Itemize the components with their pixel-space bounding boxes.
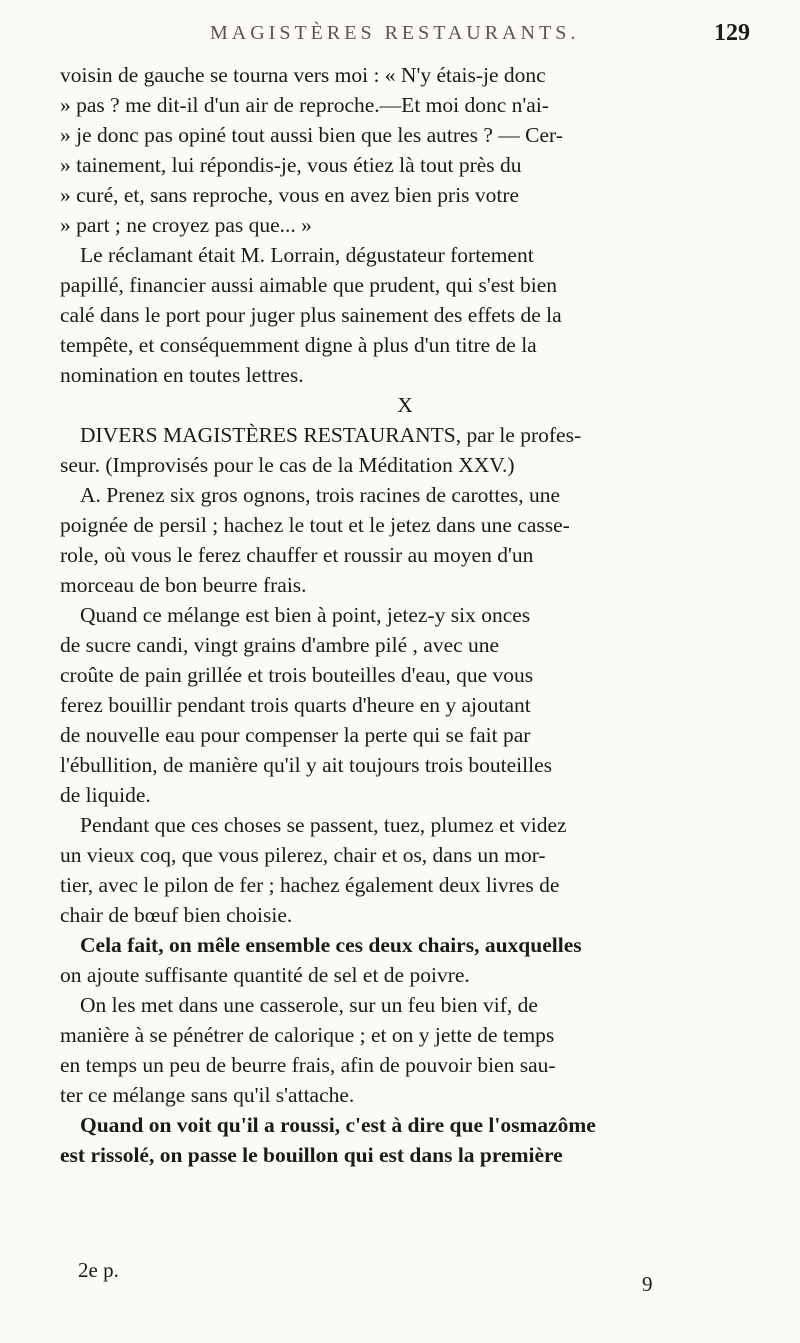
text-line: un vieux coq, que vous pilerez, chair et os, dans un mor-: [60, 843, 546, 867]
text-line: de nouvelle eau pour compenser la perte qui se fait par: [60, 723, 531, 747]
text-line: Quand ce mélange est bien à point, jetez-y six onces: [80, 603, 531, 627]
text-line: role, où vous le ferez chauffer et roussir au moyen d'un: [60, 543, 534, 567]
text-line: papillé, financier aussi aimable que prudent, qui s'est bien: [60, 273, 558, 297]
page-number: 129: [714, 20, 750, 46]
text-line: voisin de gauche se tourna vers moi : « N'y étais-je donc: [60, 63, 546, 87]
text-line: Pendant que ces choses se passent, tuez, plumez et videz: [80, 813, 567, 837]
text-line: tier, avec le pilon de fer ; hachez également deux livres de: [60, 873, 560, 897]
text-line: » part ; ne croyez pas que... »: [60, 213, 312, 237]
text-line: On les met dans une casserole, sur un feu bien vif, de: [80, 993, 538, 1017]
section-number: X: [397, 393, 413, 417]
text-line: tempête, et conséquemment digne à plus d'un titre de la: [60, 333, 537, 357]
text-line: poignée de persil ; hachez le tout et le jetez dans une casse-: [60, 513, 570, 537]
text-line: manière à se pénétrer de calorique ; et on y jette de temps: [60, 1023, 555, 1047]
text-line: on ajoute suffisante quantité de sel et de poivre.: [60, 963, 470, 987]
text-line: » tainement, lui répondis-je, vous étiez là tout près du: [60, 153, 522, 177]
text-line: calé dans le port pour juger plus sainement des effets de la: [60, 303, 562, 327]
text-line: A. Prenez six gros ognons, trois racines de carottes, une: [80, 483, 561, 507]
text-line: ter ce mélange sans qu'il s'attache.: [60, 1083, 355, 1107]
page-footer: [60, 1258, 750, 1298]
text-line: est rissolé, on passe le bouillon qui est dans la première: [60, 1143, 563, 1167]
body-text: [60, 60, 750, 1170]
text-line: » je donc pas opiné tout aussi bien que les autres ? — Cer-: [60, 123, 563, 147]
text-line: nomination en toutes lettres.: [60, 363, 304, 387]
sheet-number: 9: [642, 1272, 653, 1296]
section-heading: DIVERS MAGISTÈRES RESTAURANTS, par le profes-: [80, 423, 582, 447]
text-line: » pas ? me dit-il d'un air de reproche.—Et moi donc n'ai-: [60, 93, 549, 117]
text-line: Le réclamant était M. Lorrain, dégustateur fortement: [80, 243, 534, 267]
text-line: ferez bouillir pendant trois quarts d'heure en y ajoutant: [60, 693, 531, 717]
page-header: [60, 18, 750, 58]
text-line: Cela fait, on mêle ensemble ces deux chairs, auxquelles: [80, 933, 582, 957]
text-line: morceau de bon beurre frais.: [60, 573, 307, 597]
text-line: en temps un peu de beurre frais, afin de pouvoir bien sau-: [60, 1053, 556, 1077]
text-line: l'ébullition, de manière qu'il y ait toujours trois bouteilles: [60, 753, 553, 777]
text-line: Quand on voit qu'il a roussi, c'est à dire que l'osmazôme: [80, 1113, 596, 1137]
text-line: chair de bœuf bien choisie.: [60, 903, 293, 927]
text-line: croûte de pain grillée et trois bouteilles d'eau, que vous: [60, 663, 534, 687]
text-line: » curé, et, sans reproche, vous en avez bien pris votre: [60, 183, 520, 207]
text-line: seur. (Improvisés pour le cas de la Méditation XXV.): [60, 453, 515, 477]
signature-mark: 2e p.: [78, 1258, 119, 1282]
running-title: MAGISTÈRES RESTAURANTS.: [210, 22, 580, 44]
text-line: de liquide.: [60, 783, 151, 807]
text-line: de sucre candi, vingt grains d'ambre pilé , avec une: [60, 633, 500, 657]
